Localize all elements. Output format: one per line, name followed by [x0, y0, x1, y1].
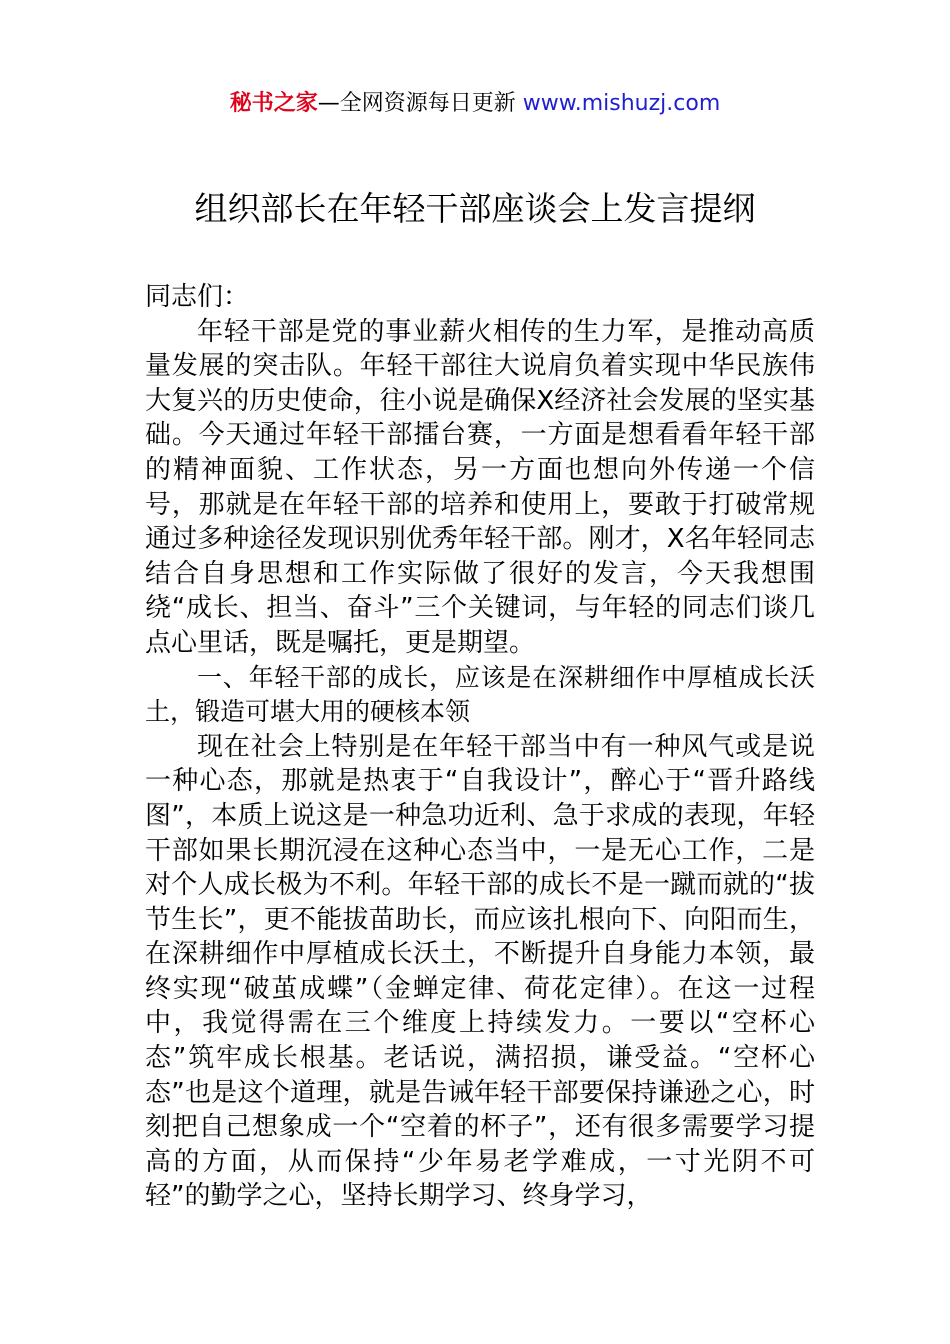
salutation: 同志们：: [145, 282, 250, 312]
section-heading: 一、年轻干部的成长，应该是在深耕细作中厚植成长沃土，锻造可堪大用的硬核本领: [145, 662, 815, 727]
site-header: [0, 88, 950, 120]
brand-name: 秘书之家: [229, 91, 318, 116]
site-url-link[interactable]: www.mishuzj.com: [522, 91, 721, 116]
document-body: [145, 280, 815, 1214]
intro-paragraph: 年轻干部是党的事业薪火相传的生力军，是推动高质量发展的突击队。年轻干部往大说肩负着实现中华民族伟大复兴的历史使命，往小说是确保X经济社会发展的坚实基础。今天通过年轻干部擂台赛，一方面是想看看年轻干部的精神面貌、工作状态，另一方面也想向外传递一个信号，那就是在年轻干部的培养和使用上，要敢于打破常规通过多种途径发现识别优秀年轻干部。刚才，X名年轻同志结合自身思想和工作实际做了很好的发言，今天我想围绕“成长、担当、奋斗”三个关键词，与年轻的同志们谈几点心里话，既是嘱托，更是期望。: [145, 316, 815, 658]
header-tagline: —全网资源每日更新: [317, 91, 523, 116]
document-title: 组织部长在年轻干部座谈会上发言提纲: [194, 189, 756, 228]
section-paragraph: 现在社会上特别是在年轻干部当中有一种风气或是说一种心态，那就是热衷于“自我设计”，醉心于“晋升路线图”，本质上说这是一种急功近利、急于求成的表现，年轻干部如果长期沉浸在这种心态当中，一是无心工作，二是对个人成长极为不利。年轻干部的成长不是一蹴而就的“拔节生长”，更不能拔苗助长，而应该扎根向下、向阳而生，在深耕细作中厚植成长沃土，不断提升自身能力本领，最终实现“破茧成蝶”（金蝉定律、荷花定律）。在这一过程中，我觉得需在三个维度上持续发力。一要以“空杯心态”筑牢成长根基。老话说，满招损，谦受益。“空杯心态”也是这个道理，就是告诫年轻干部要保持谦逊之心，时刻把自己想象成一个“空着的杯子”，还有很多需要学习提高的方面，从而保持“少年易老学难成，一寸光阴不可轻”的勤学之心，坚持长期学习、终身学习，: [145, 731, 815, 1212]
